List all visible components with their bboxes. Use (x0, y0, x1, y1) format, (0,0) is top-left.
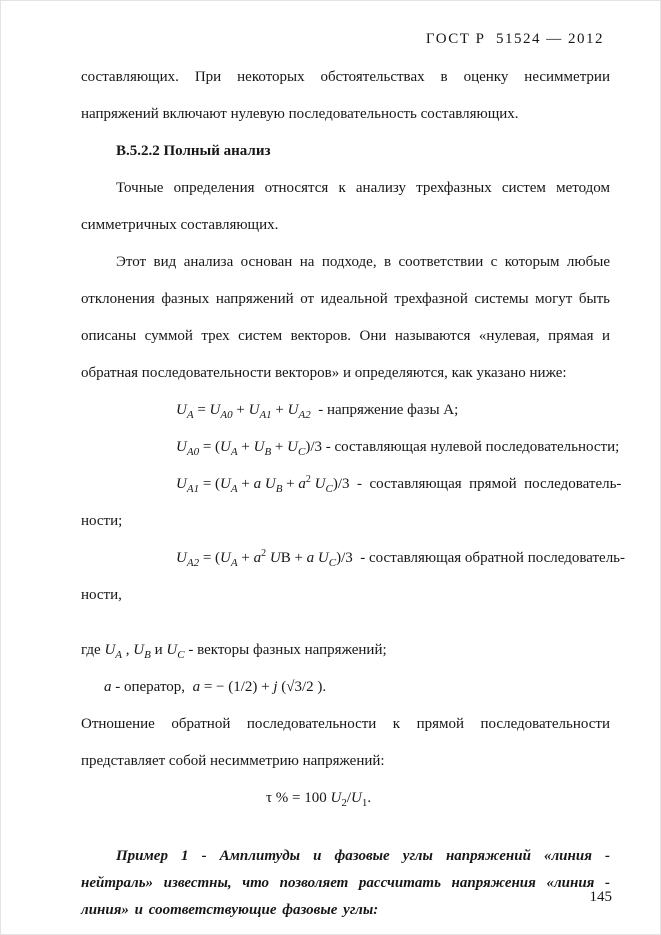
page-number: 145 (589, 889, 612, 905)
formula-zero-sequence: $U_{A0} = (U_A + U_B + U_C)/3$ - составляющая нулевой последовательности; (176, 439, 620, 458)
paragraph-intro: составляющих. При некоторых обстоятельствах в оценку несимметрии напряжений включают нулевую последовательность составляющих. (81, 69, 610, 122)
formula-positive-sequence-continuation: ности; (81, 513, 123, 529)
example-paragraph: Пример 1 - Амплитуды и фазовые углы напряжений «линия - нейтраль» известны, что позволяет рассчитать напряжения «линия - линия» и соответствующие фазовые углы: (81, 848, 610, 918)
formula-phase-voltage: $U_A = U_{A0} + U_{A1} + U_{A2}$ - напряжение фазы A; (176, 402, 459, 421)
paragraph-definitions: Точные определения относятся к анализу трехфазных систем методом симметричных составляющих. (81, 180, 610, 233)
formula-positive-sequence: $U_{A1} = (U_A + a$ $U_B + a^2$ $U_C)/3$ - составляющая прямой последователь- (176, 474, 622, 495)
operator-definition: a - оператор, a = − (1/2) + j (√3/2 ). (104, 679, 327, 695)
formula-unbalance-ratio: τ % = 100 $U_2/U_1$. (266, 790, 372, 809)
paragraph-analysis: Этот вид анализа основан на подходе, в соответствии с которым любые отклонения фазных напряжений от идеальной трехфазной системы могут быть описаны суммой трех систем векторов. Они называются «нулевая, прямая и обратная последовательности векторов» и определяются, как указано ниже: (81, 254, 610, 381)
paragraph-ratio: Отношение обратной последовательности к прямой последовательности представляет собой несимметрию напряжений: (81, 716, 610, 769)
formula-negative-sequence-continuation: ности, (81, 587, 122, 603)
where-clause: где $U_A$ , $U_B$ и $U_C$ - векторы фазных напряжений; (81, 642, 387, 661)
document-body (81, 59, 626, 924)
document-header: ГОСТ Р 51524 — 2012 (425, 31, 604, 47)
formula-negative-sequence: $U_{A2} = (U_A + a^2$ UB + a $U_C)/3$ - составляющая обратной последователь- (176, 548, 626, 569)
section-heading: В.5.2.2 Полный анализ (116, 143, 271, 159)
